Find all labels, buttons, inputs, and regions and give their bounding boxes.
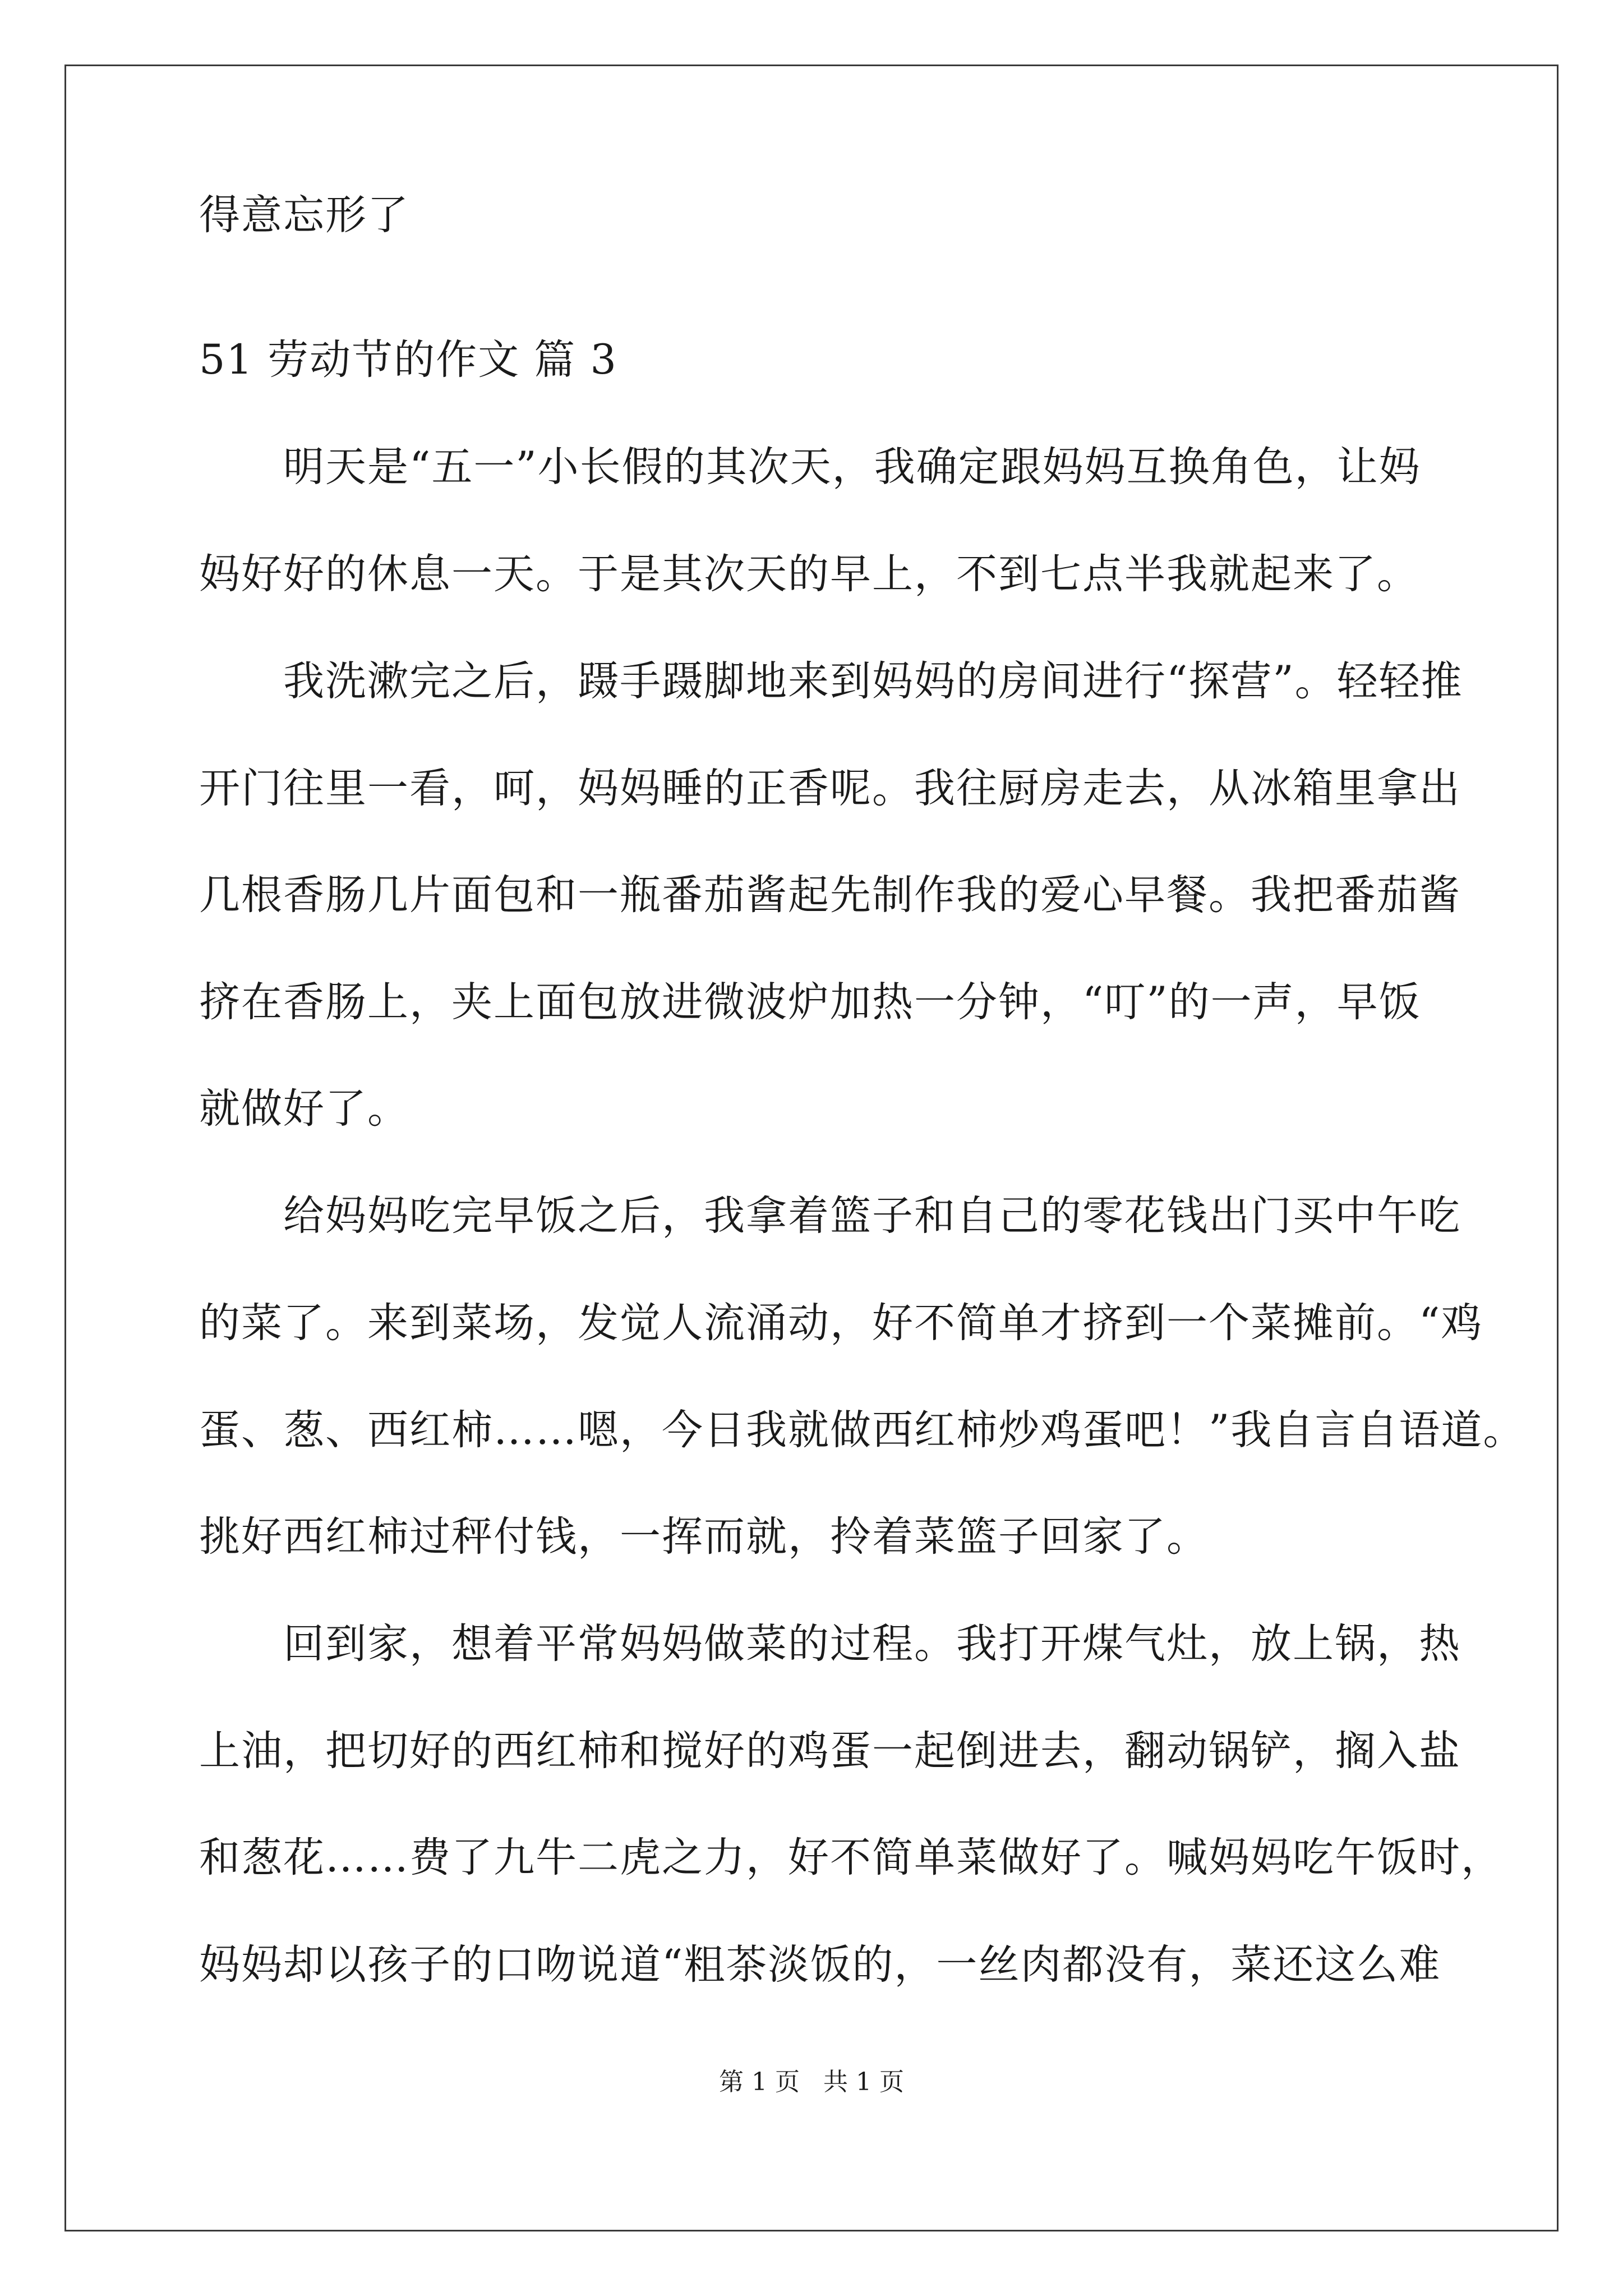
paragraph-line: 挤在香肠上，夹上面包放进微波炉加热一分钟，“叮”的一声，早饭 bbox=[199, 978, 1421, 1026]
paragraph-line: 蛋、葱、西红柿……嗯，今日我就做西红柿炒鸡蛋吧！”我自言自语道。 bbox=[199, 1406, 1525, 1454]
paragraph-line: 给妈妈吃完早饭之后，我拿着篮子和自己的零花钱出门买中午吃 bbox=[283, 1192, 1461, 1240]
text-line: 得意忘形了 bbox=[199, 191, 409, 239]
paragraph-line: 妈妈却以孩子的口吻说道“粗茶淡饭的，一丝肉都没有，菜还这么难 bbox=[199, 1941, 1441, 1989]
paragraph-line: 我洗漱完之后，蹑手蹑脚地来到妈妈的房间进行“探营”。轻轻推 bbox=[283, 657, 1463, 705]
page-footer: 第 1 页 共 1 页 bbox=[719, 2068, 904, 2096]
paragraph-line: 上油，把切好的西红柿和搅好的鸡蛋一起倒进去，翻动锅铲，搁入盐 bbox=[199, 1727, 1461, 1775]
paragraph-line: 挑好西红柿过秤付钱，一挥而就，拎着菜篮子回家了。 bbox=[199, 1513, 1209, 1561]
paragraph-line: 妈好好的休息一天。于是其次天的早上，不到七点半我就起来了。 bbox=[199, 550, 1419, 598]
section-heading: 51 劳动节的作文 篇 3 bbox=[199, 336, 617, 384]
paragraph-line: 几根香肠几片面包和一瓶番茄酱起先制作我的爱心早餐。我把番茄酱 bbox=[199, 871, 1461, 919]
paragraph-line: 开门往里一看，呵，妈妈睡的正香呢。我往厨房走去，从冰箱里拿出 bbox=[199, 765, 1461, 812]
paragraph-line: 的菜了。来到菜场，发觉人流涌动，好不简单才挤到一个菜摊前。“鸡 bbox=[199, 1299, 1483, 1347]
page-border bbox=[64, 65, 1559, 2231]
paragraph-line: 就做好了。 bbox=[199, 1085, 409, 1133]
paragraph-line: 和葱花……费了九牛二虎之力，好不简单菜做好了。喊妈妈吃午饭时， bbox=[199, 1834, 1503, 1881]
paragraph-line: 回到家，想着平常妈妈做菜的过程。我打开煤气灶，放上锅，热 bbox=[283, 1620, 1461, 1668]
paragraph-line: 明天是“五一”小长假的其次天，我确定跟妈妈互换角色，让妈 bbox=[283, 443, 1421, 491]
